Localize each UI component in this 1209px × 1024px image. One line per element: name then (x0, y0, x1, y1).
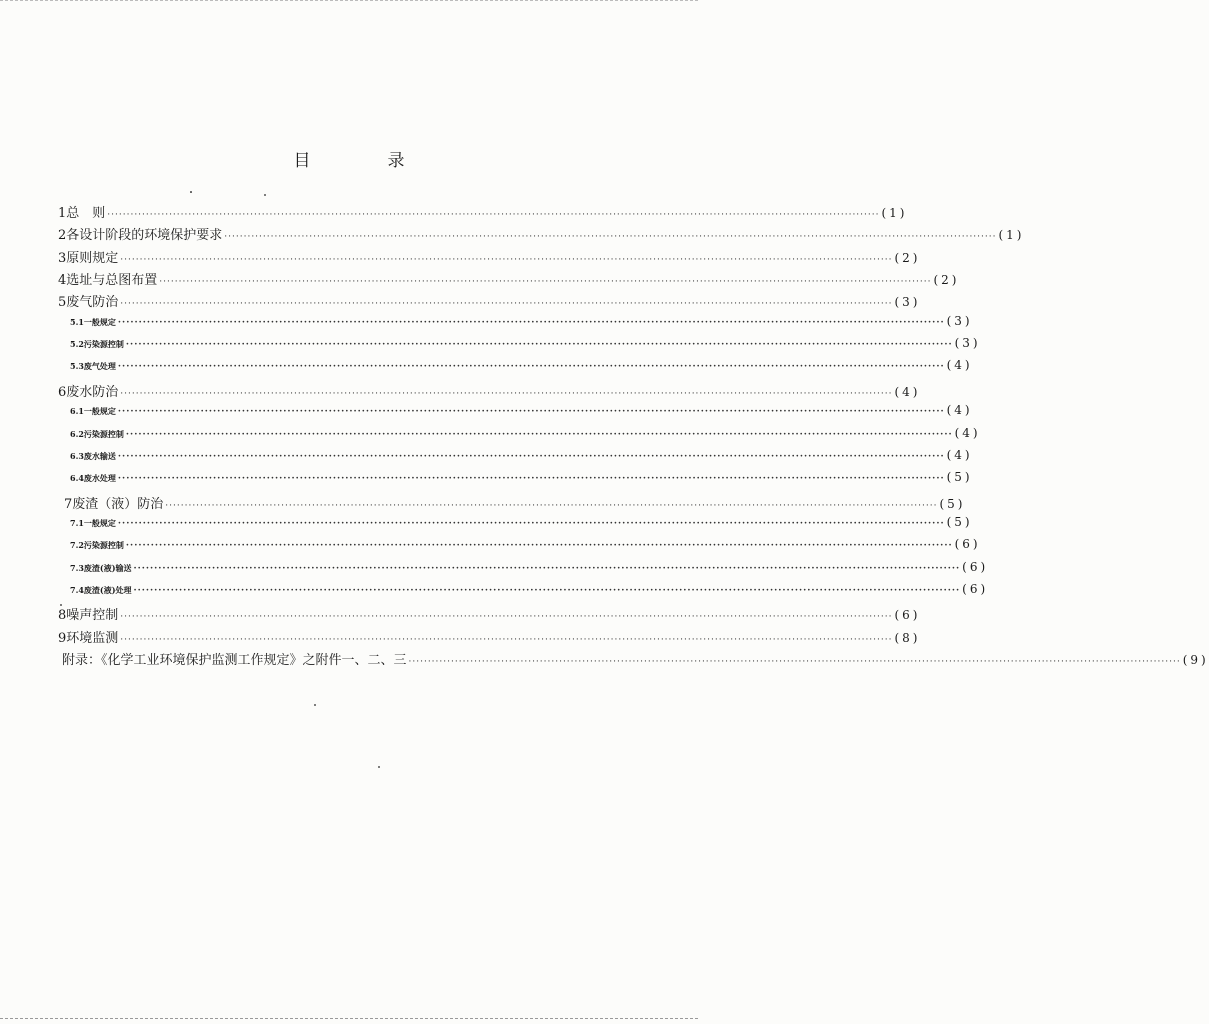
toc-entry-page: (5) (939, 496, 966, 511)
toc-entry-number: 1 (58, 206, 67, 221)
toc-entry (58, 559, 989, 574)
toc-entry-title: 一般规定 (83, 316, 116, 327)
toc-entry-number: 6.2 (70, 428, 84, 439)
toc-entry (58, 514, 973, 529)
toc-entry-title: 废渣(液)处理 (83, 584, 132, 595)
toc-entry-title: 环境监测 (66, 630, 119, 646)
toc-entry-title: 污染源控制 (83, 339, 124, 350)
toc-entry (58, 581, 989, 596)
toc-entry-page: (5) (946, 470, 973, 485)
toc-entry-number: 5.1 (70, 316, 84, 327)
dot-leader: ········································································································································································································ (117, 451, 945, 462)
toc-entry-page: (9) (1182, 653, 1209, 667)
dot-leader: ········································································································································································································ (120, 388, 893, 399)
toc-entry-title: 噪声控制 (66, 608, 119, 624)
toc-entry (58, 202, 908, 221)
toc-entry-title: 污染源控制 (83, 540, 124, 551)
toc-entry-page: (8) (894, 630, 921, 645)
toc-entry-number: 7 (64, 496, 73, 512)
toc-entry-number: 7.4 (70, 584, 84, 595)
toc-entry (58, 470, 973, 485)
dot-leader: ········································································································································································································ (117, 407, 945, 418)
dot-leader: ········································································································································································································ (165, 500, 938, 511)
toc-entry-title: 废水处理 (83, 473, 116, 484)
toc-entry-title: 选址与总图布置 (66, 273, 158, 289)
toc-entry-title: 废气防治 (66, 295, 119, 311)
toc-entry-page: (4) (946, 403, 973, 418)
toc-entry (58, 627, 921, 646)
toc-entry-page: (6) (962, 559, 989, 574)
toc-entry-title: 废渣（液）防治 (72, 496, 164, 512)
toc-entry-number: 6.3 (70, 450, 84, 461)
toc-entry (58, 604, 921, 624)
toc-entry-number: 5.3 (70, 361, 84, 372)
page-title: 目 录 (293, 151, 435, 171)
dot-leader: ········································································································································································································ (125, 429, 953, 440)
toc-entry-number: 6.1 (70, 406, 84, 417)
toc-entry-page: (4) (894, 384, 921, 399)
dot-leader: ········································································································································································································ (117, 518, 945, 529)
toc-entry (58, 224, 1025, 244)
dot-leader: ········································································································································································································ (125, 340, 953, 351)
toc-entry-page: (4) (946, 358, 973, 373)
dot-leader: ········································································································································································································ (133, 585, 961, 596)
toc-entry-page: (4) (954, 425, 981, 440)
dot-leader: ········································································································································································································ (408, 657, 1181, 667)
toc-entry-number: 8 (58, 608, 67, 624)
toc-entry (58, 403, 973, 418)
toc-entry-number: 3 (58, 250, 67, 266)
dot-leader: ········································································································································································································ (117, 317, 945, 328)
toc-entry-page: (3) (954, 336, 981, 351)
toc-entry-title: 废水防治 (66, 384, 119, 400)
dot-leader: ········································································································································································································ (120, 254, 893, 265)
toc-entry (58, 247, 921, 266)
toc-entry (58, 381, 921, 400)
toc-entry (58, 425, 981, 440)
toc-entry-title: 废渣(液)输送 (83, 562, 132, 573)
toc-entry-page: (4) (946, 447, 973, 462)
scan-speck (264, 194, 266, 196)
toc-entry-title: 一般规定 (83, 517, 116, 528)
toc-entry-number: 2 (58, 228, 67, 244)
scan-speck (378, 766, 380, 768)
toc-entry-title: 废气处理 (83, 361, 116, 372)
toc-entry-number: 4 (58, 273, 67, 289)
toc-appendix-entry (62, 649, 1209, 668)
dot-leader: ········································································································································································································ (117, 362, 945, 373)
toc-entry-title: 原则规定 (66, 250, 119, 266)
scan-speck (190, 191, 192, 193)
toc-entry-page: (6) (894, 608, 921, 623)
toc-entry-number: 7.2 (70, 540, 84, 551)
scan-speck (60, 604, 62, 606)
dot-leader: ········································································································································································································ (120, 612, 893, 623)
toc-entry-page: (2) (894, 250, 921, 265)
toc-entry-page: (2) (933, 273, 960, 288)
bottom-scan-edge (0, 1018, 698, 1023)
dot-leader: ········································································································································································································ (120, 634, 893, 645)
toc-entry-title: 一般规定 (83, 406, 116, 417)
toc-entry-number: 5 (58, 295, 67, 311)
dot-leader: ········································································································································································································ (133, 563, 961, 574)
toc-entry (58, 537, 981, 552)
toc-entry-number: 6 (58, 384, 67, 400)
toc-entry-number: 9 (58, 630, 67, 646)
toc-entry-title: 污染源控制 (83, 428, 124, 439)
dot-leader: ········································································································································································································ (159, 277, 932, 288)
toc-entry-page: (1) (998, 228, 1025, 243)
toc-entry-page: (3) (946, 313, 973, 328)
toc-entry-page: (1) (881, 206, 908, 220)
scan-speck (314, 704, 316, 706)
toc-entry-number: 7.1 (70, 517, 84, 528)
toc-entry-number: 5.2 (70, 339, 84, 350)
toc-entry (58, 447, 973, 462)
toc-entry (58, 313, 973, 328)
toc-entry-number: 6.4 (70, 473, 84, 484)
toc-entry-title: 废水输送 (83, 450, 116, 461)
toc-entry-page: (6) (954, 537, 981, 552)
toc-entry (58, 358, 973, 373)
toc-entry (58, 291, 921, 311)
toc-entry-number: 7.3 (70, 562, 84, 573)
toc-entry-page: (6) (962, 581, 989, 596)
toc-entry (58, 269, 960, 289)
dot-leader: ········································································································································································································ (107, 210, 880, 220)
dot-leader: ········································································································································································································ (125, 541, 953, 552)
dot-leader: ········································································································································································································ (120, 299, 893, 310)
dot-leader: ········································································································································································································ (224, 232, 997, 243)
toc-entry-title: 附录：《化学工业环境保护监测工作规定》之附件一、二、三 (62, 653, 407, 668)
toc-entry (58, 336, 981, 351)
toc-entry-title: 总 则 (66, 206, 106, 221)
toc-entry (64, 493, 966, 512)
toc-entry-title: 各设计阶段的环境保护要求 (66, 228, 223, 244)
toc-entry-page: (5) (946, 514, 973, 529)
toc-entry-page: (3) (894, 295, 921, 310)
dot-leader: ········································································································································································································ (117, 474, 945, 485)
